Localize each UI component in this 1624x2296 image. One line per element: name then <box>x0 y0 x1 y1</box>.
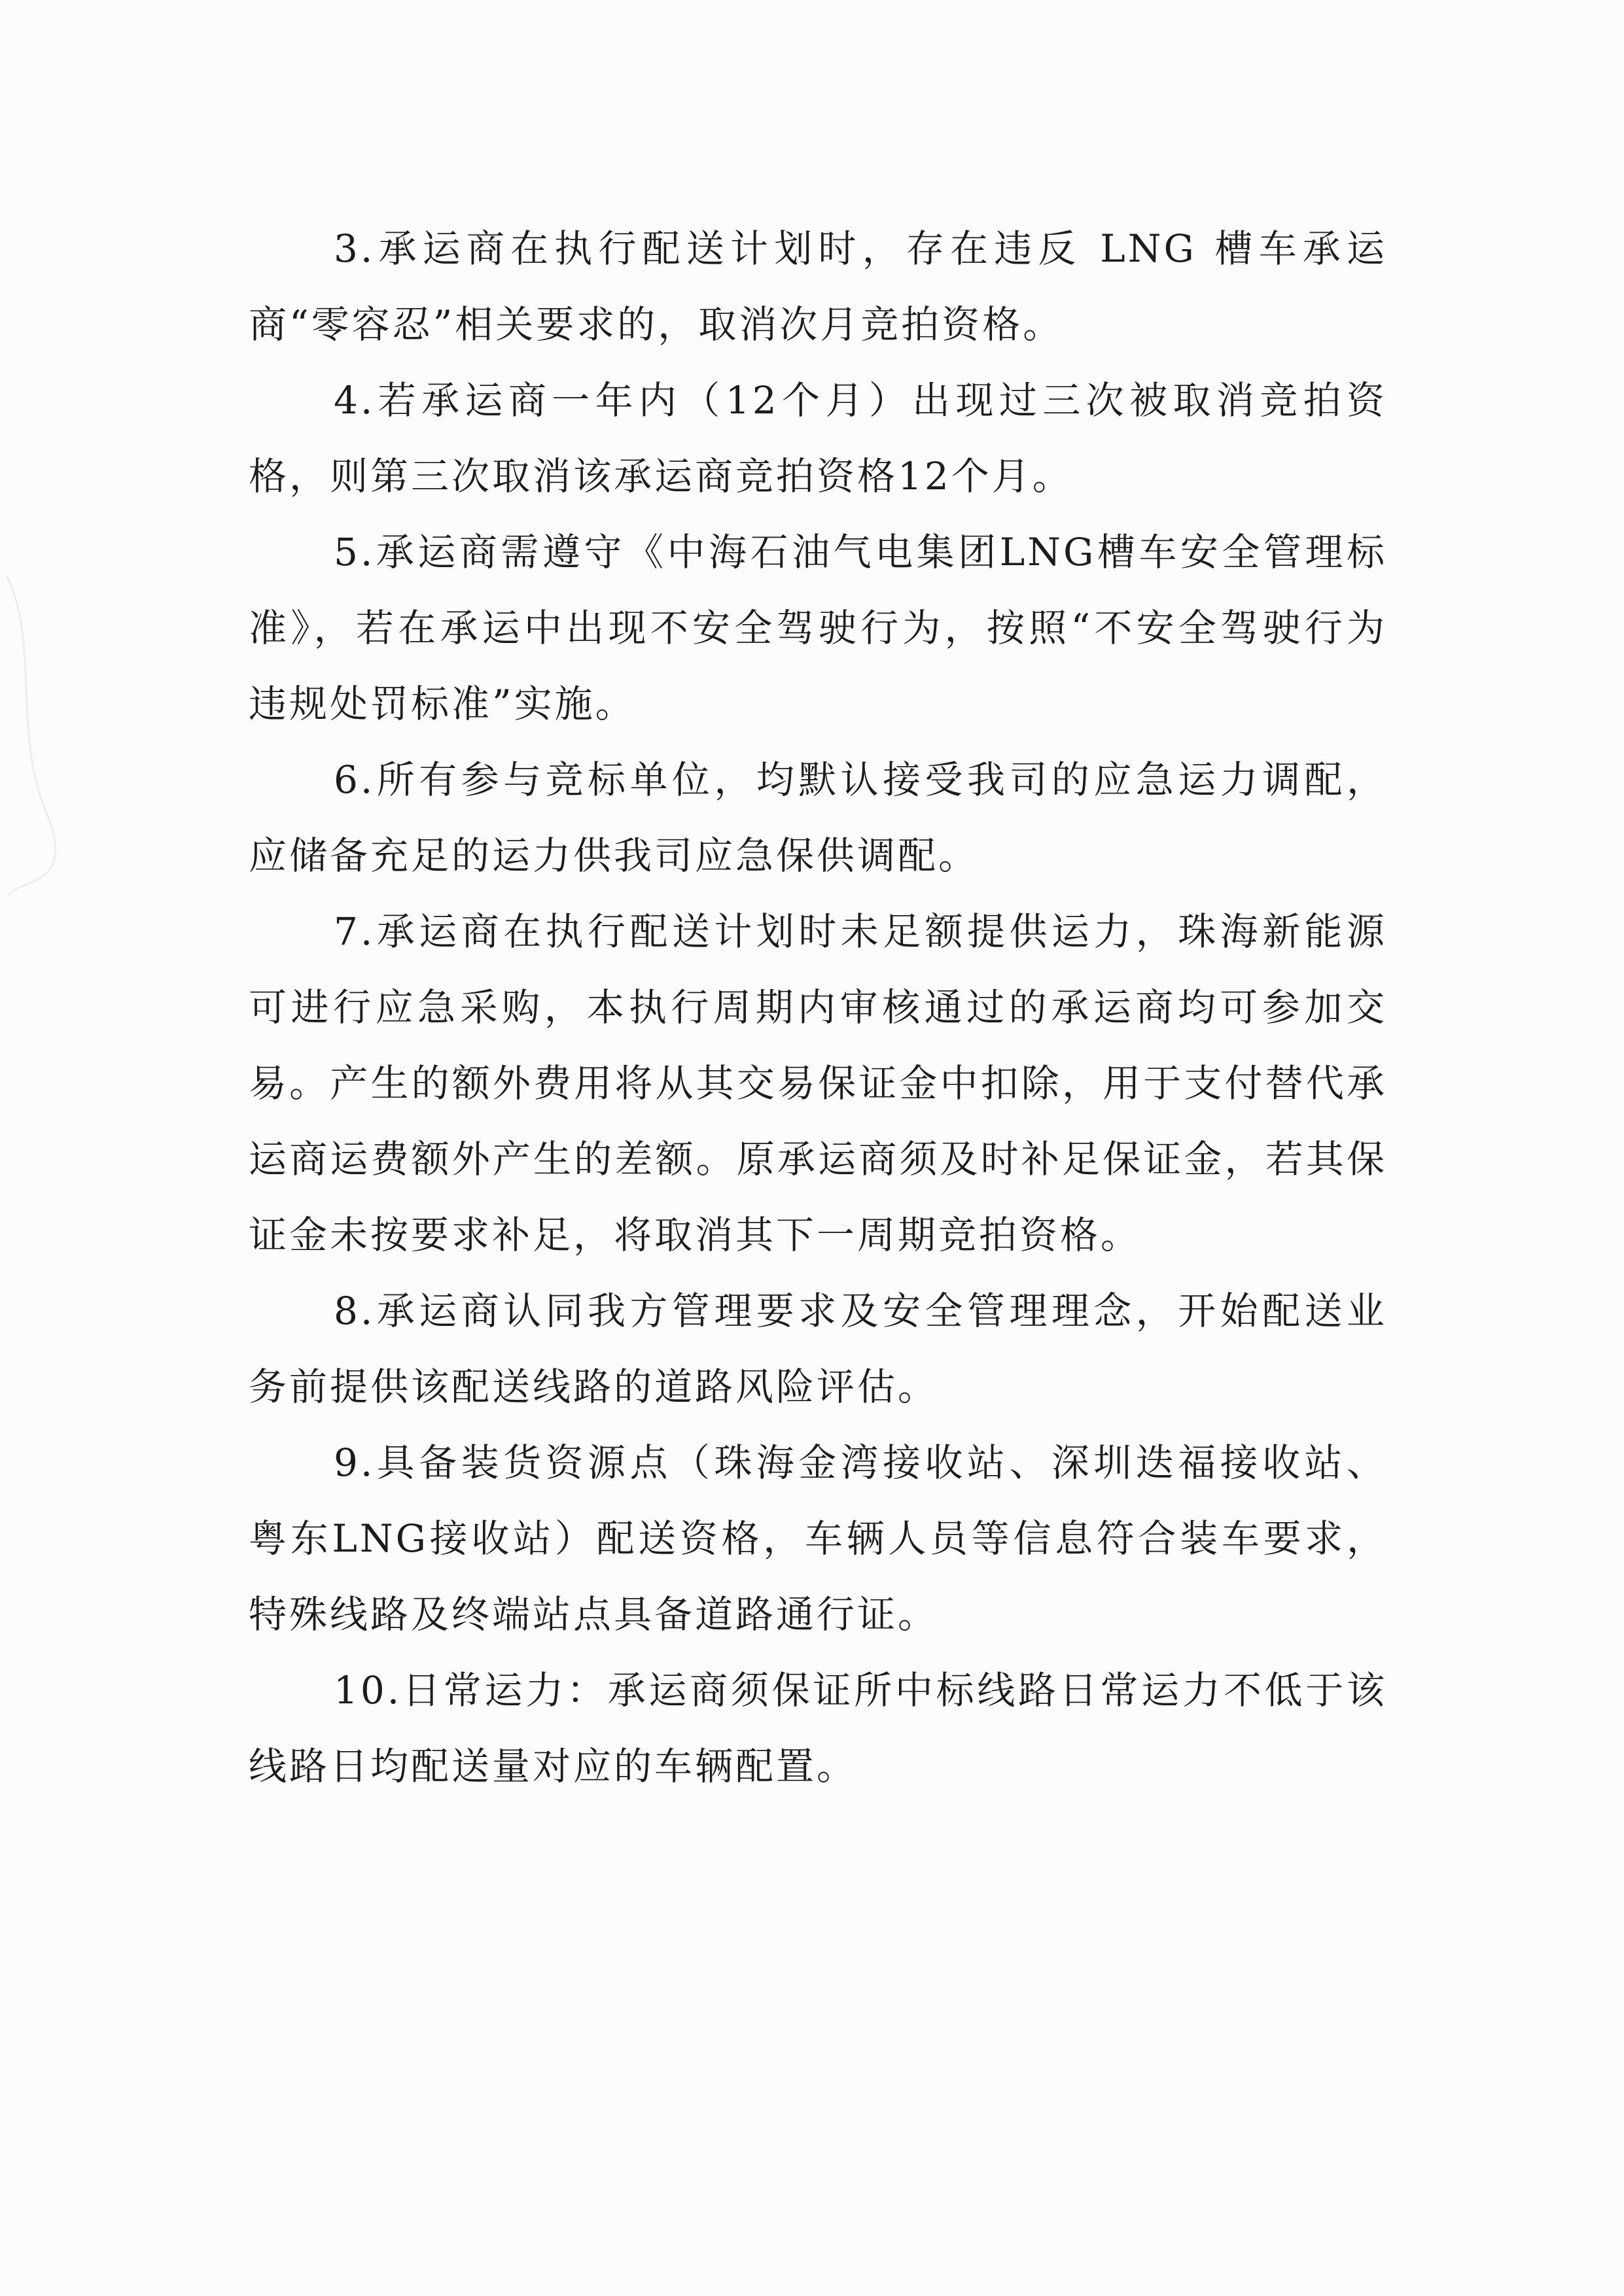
document-body <box>249 211 1387 1804</box>
paragraph-4: 4.若承运商一年内（12个月）出现过三次被取消竞拍资格，则第三次取消该承运商竞拍资格12个月。 <box>249 378 1387 498</box>
paragraph-3: 3.承运商在执行配送计划时，存在违反 LNG 槽车承运商“零容忍”相关要求的，取消次月竞拍资格。 <box>249 226 1387 347</box>
paragraph-6: 6.所有参与竞标单位，均默认接受我司的应急运力调配，应储备充足的运力供我司应急保供调配。 <box>249 757 1387 878</box>
scan-edge-mark <box>0 563 98 903</box>
paragraph-5: 5.承运商需遵守《中海石油气电集团LNG槽车安全管理标准》，若在承运中出现不安全驾驶行为，按照“不安全驾驶行为违规处罚标准”实施。 <box>249 530 1387 726</box>
paragraph-9: 9.具备装货资源点（珠海金湾接收站、深圳迭福接收站、粤东LNG接收站）配送资格，车辆人员等信息符合装车要求，特殊线路及终端站点具备道路通行证。 <box>249 1440 1387 1637</box>
paragraph-10: 10.日常运力：承运商须保证所中标线路日常运力不低于该线路日均配送量对应的车辆配置。 <box>249 1668 1387 1788</box>
paragraph-7: 7.承运商在执行配送计划时未足额提供运力，珠海新能源可进行应急采购，本执行周期内审核通过的承运商均可参加交易。产生的额外费用将从其交易保证金中扣除，用于支付替代承运商运费额外产生的差额。原承运商须及时补足保证金，若其保证金未按要求补足，将取消其下一周期竞拍资格。 <box>249 909 1387 1257</box>
paragraph-8: 8.承运商认同我方管理要求及安全管理理念，开始配送业务前提供该配送线路的道路风险评估。 <box>249 1289 1387 1409</box>
